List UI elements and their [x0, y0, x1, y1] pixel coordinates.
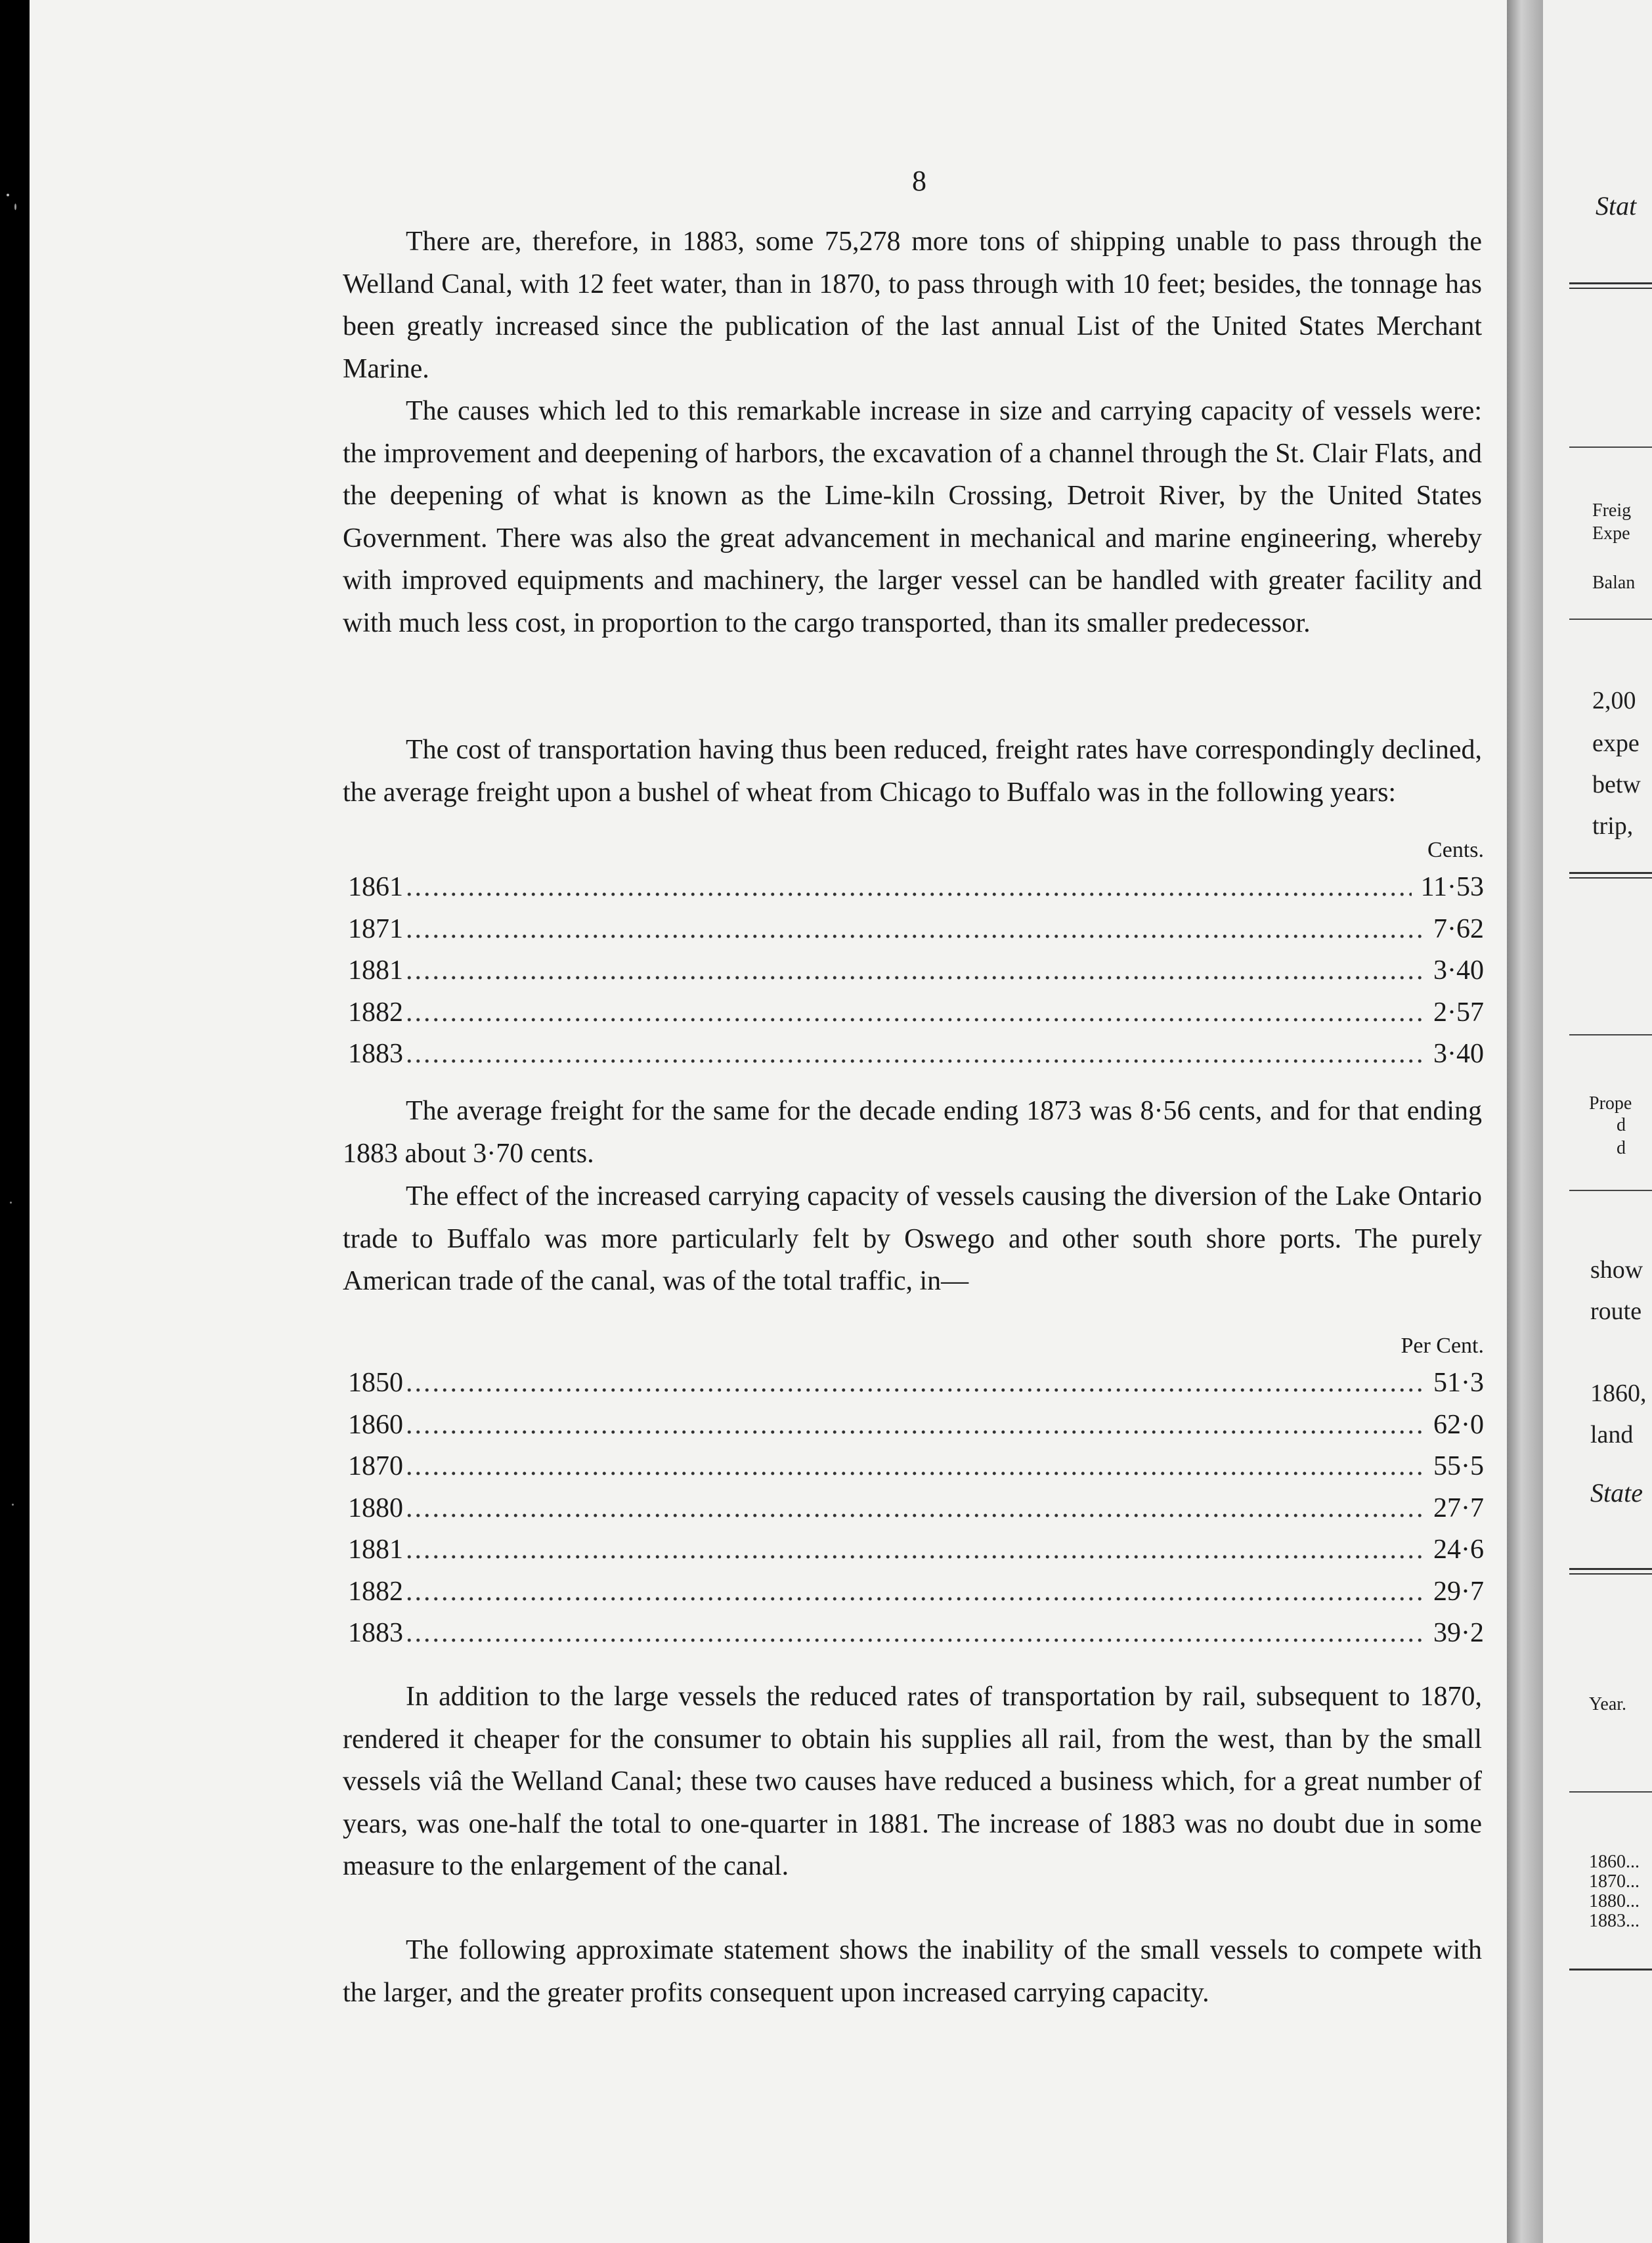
paragraph-3: The cost of transportation having thus been reduced, freight rates have correspondingly declined, the average freight upon a bushel of wheat from Chicago to Buffalo was in the following years: [343, 735, 1482, 808]
row-year: 1861 [348, 872, 403, 902]
page-number: 8 [912, 165, 926, 197]
book-gutter [1507, 0, 1543, 2243]
next-page-fragment: Expe [1592, 523, 1630, 544]
table-row [348, 1405, 1484, 1447]
table-row [348, 909, 1484, 951]
scan-speck [10, 1202, 12, 1204]
dot-leader [406, 950, 1422, 992]
row-value: 55·5 [1433, 1451, 1484, 1481]
row-value: 11·53 [1420, 872, 1484, 902]
table-row [348, 992, 1484, 1034]
dot-leader [406, 1446, 1422, 1488]
row-year: 1880 [348, 1492, 403, 1523]
row-value: 3·40 [1433, 1039, 1484, 1069]
next-page-fragment: route [1590, 1297, 1642, 1325]
next-page-fragment: d [1617, 1115, 1626, 1135]
dot-leader [406, 909, 1422, 951]
dot-leader [406, 1613, 1422, 1655]
next-page-fragment: Prope [1589, 1093, 1632, 1114]
dot-leader [406, 1034, 1422, 1076]
row-value: 24·6 [1433, 1535, 1484, 1565]
row-value: 2·57 [1433, 997, 1484, 1028]
table-row [348, 1613, 1484, 1655]
row-value: 51·3 [1433, 1368, 1484, 1398]
dot-leader [406, 1529, 1422, 1571]
next-page-rule [1569, 1034, 1652, 1035]
freight-rates-table [348, 834, 1484, 1076]
row-value: 62·0 [1433, 1409, 1484, 1440]
row-year: 1881 [348, 1535, 403, 1565]
dot-leader [406, 1362, 1422, 1405]
adjacent-page-edge [1543, 0, 1652, 2243]
next-page-rule [1569, 872, 1652, 879]
table-row [348, 1446, 1484, 1488]
row-year: 1883 [348, 1618, 403, 1648]
paragraph-2: The causes which led to this remarkable increase in size and carrying capacity of vessels were: the improvement and deepening of harbors, the excavation of a channel through the St. Clair Flats, and the deepening of what is known as the Lime-kiln Crossing, Detroit River, by the United States Government. There was also the great advancement in mechanical and marine engineering, whereby with improved equipments and machinery, the larger vessel can be handled with greater facility and with much less cost, in proportion to the cargo transported, than its smaller predecessor. [343, 396, 1482, 638]
next-page-fragment: betw [1592, 771, 1641, 798]
next-page-rule [1569, 619, 1652, 620]
trade-table-unit: Per Cent. [1401, 1334, 1484, 1358]
row-year: 1871 [348, 913, 403, 944]
row-year: 1882 [348, 1576, 403, 1607]
next-page-fragment: 1860... [1589, 1852, 1640, 1872]
next-page-fragment: Year. [1589, 1694, 1627, 1714]
table-row [348, 1034, 1484, 1076]
next-page-fragment: 2,00 [1592, 687, 1636, 714]
paragraph-5: The effect of the increased carrying capacity of vessels causing the diversion of the Lake Ontario trade to Buffalo was more particularly felt by Oswego and other south shore ports. The purely American trade of the canal, was of the total traffic, in— [343, 1181, 1482, 1296]
row-year: 1882 [348, 997, 403, 1028]
next-page-fragment: land [1590, 1421, 1634, 1448]
row-year: 1870 [348, 1451, 403, 1481]
row-value: 27·7 [1433, 1492, 1484, 1523]
table-row [348, 1529, 1484, 1571]
next-page-rule [1569, 1791, 1652, 1793]
row-year: 1850 [348, 1368, 403, 1398]
table-row [348, 1488, 1484, 1530]
dot-leader [406, 992, 1422, 1034]
next-page-fragment: trip, [1592, 812, 1634, 840]
next-page-fragment: Freig [1592, 500, 1632, 521]
next-page-rule [1569, 446, 1652, 448]
next-page-fragment: 1880... [1589, 1891, 1640, 1911]
paragraph-7: The following approximate statement shows the inability of the small vessels to compete with the larger, and the greater profits consequent upon increased carrying capacity. [343, 1935, 1482, 2008]
scan-speck [12, 1504, 14, 1506]
paragraph-4: The average freight for the same for the decade ending 1873 was 8·56 cents, and for that ending 1883 about 3·70 cents. [343, 1096, 1482, 1169]
row-value: 39·2 [1433, 1618, 1484, 1648]
american-trade-table [348, 1330, 1484, 1655]
next-page-fragment: 1883... [1589, 1911, 1640, 1931]
next-page-fragment: 1860, [1590, 1380, 1647, 1407]
row-value: 7·62 [1433, 913, 1484, 944]
next-page-fragment: 1870... [1589, 1871, 1640, 1892]
next-page-rule [1569, 282, 1652, 289]
row-value: 3·40 [1433, 955, 1484, 986]
dot-leader [406, 867, 1412, 909]
paragraph-1: There are, therefore, in 1883, some 75,278 more tons of shipping unable to pass through the Welland Canal, with 12 feet water, than in 1870, to pass through with 10 feet; besides, the tonnage has been greatly increased since the publication of the last annual List of the United States Merchant Marine. [343, 227, 1482, 384]
row-value: 29·7 [1433, 1576, 1484, 1607]
next-page-rule [1569, 1190, 1652, 1191]
table-row [348, 1571, 1484, 1613]
next-page-fragment: State [1590, 1478, 1643, 1508]
row-year: 1881 [348, 955, 403, 986]
row-year: 1860 [348, 1409, 403, 1440]
scan-speck [14, 204, 16, 210]
next-page-fragment: Stat [1596, 191, 1637, 221]
dot-leader [406, 1571, 1422, 1613]
table-row [348, 867, 1484, 909]
next-page-fragment: expe [1592, 730, 1640, 757]
row-year: 1883 [348, 1039, 403, 1069]
table-row [348, 1362, 1484, 1405]
paragraph-6: In addition to the large vessels the reduced rates of transportation by rail, subsequent to 1870, rendered it cheaper for the consumer to obtain his supplies all rail, from the west, than by the small vessels viâ the Welland Canal; these two causes have reduced a business which, for a great number of years, was one-half the total to one-quarter in 1881. The increase of 1883 was no doubt due in some measure to the enlargement of the canal. [343, 1682, 1482, 1881]
next-page-rule [1569, 1969, 1652, 1971]
next-page-fragment: d [1617, 1138, 1626, 1158]
freight-table-unit: Cents. [1427, 838, 1484, 862]
table-row [348, 950, 1484, 992]
scan-speck [7, 194, 9, 196]
next-page-rule [1569, 1568, 1652, 1575]
next-page-fragment: Balan [1592, 573, 1636, 593]
dot-leader [406, 1405, 1422, 1447]
next-page-fragment: show [1590, 1256, 1643, 1284]
dot-leader [406, 1488, 1422, 1530]
